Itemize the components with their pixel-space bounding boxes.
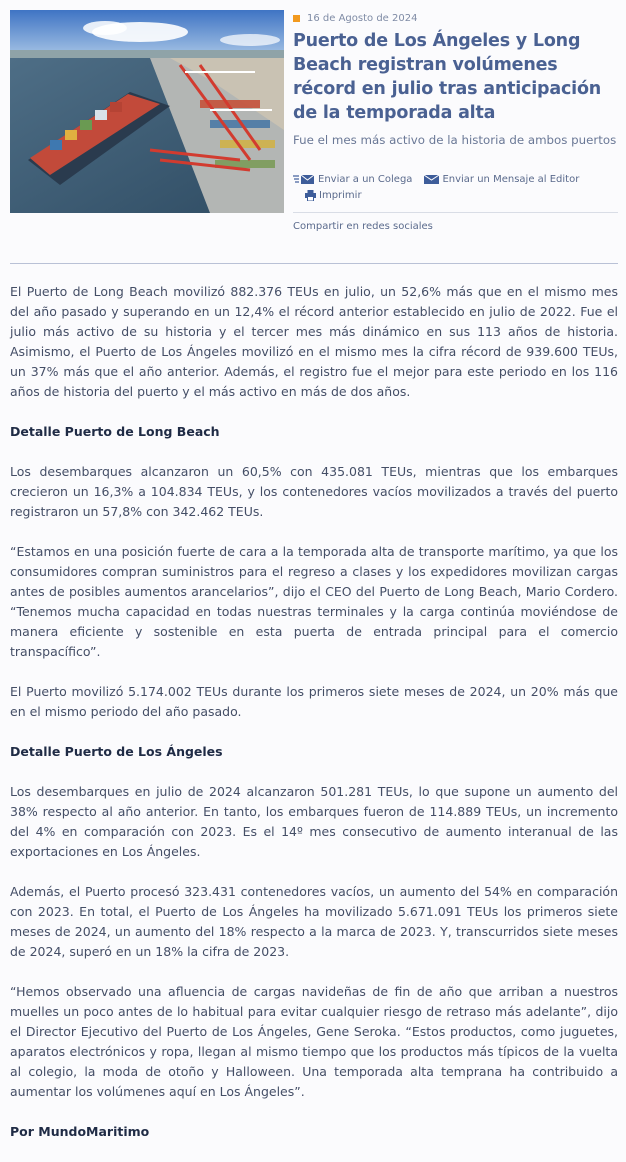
envelope-lines-icon <box>293 174 315 185</box>
actions-row-1 <box>293 171 618 187</box>
article-body <box>10 282 618 1162</box>
article-divider <box>10 263 618 264</box>
paragraph-intro: El Puerto de Long Beach movilizó 882.376 TEUs en julio, un 52,6% más que en el mismo mes del año pasado y superando en un 12,4% el récord anterior establecido en julio de 2022. Fue el julio más activo de su historia y el tercer mes más dinámico en sus 113 años de historia. Asimismo, el Puerto de Los Ángeles movilizó en el mismo mes la cifra récord de 939.600 TEUs, un 37% más que el año anterior. Además, el registro fue el mejor para este periodo en los 116 años de historia del puerto y el más activo en más de dos años. <box>10 284 618 399</box>
section-heading-long-beach: Detalle Puerto de Long Beach <box>10 424 220 439</box>
paragraph-los-angeles-empties: Además, el Puerto procesó 323.431 contenedores vacíos, un aumento del 54% en comparación con 2023. En total, el Puerto de Los Ángeles ha movilizado 5.671.091 TEUs los primeros siete meses de 2024, un aumento del 18% respecto a la marca de 2023. Y, transcurridos siete meses de 2024, superó en un 18% la cifra de 2023. <box>10 884 618 959</box>
paragraph-long-beach-quote: “Estamos en una posición fuerte de cara a la temporada alta de transporte marítimo, ya que los consumidores compran suministros para el regreso a clases y los expedidores movilizan cargas antes de posibles aumentos arancelarios”, dijo el CEO del Puerto de Long Beach, Mario Cordero. “Tenemos mucha capacidad en todas nuestras terminales y la carga continúa moviéndose de manera eficiente y sostenible en esta puerta de entrada principal para el comercio transpacífico”. <box>10 544 618 659</box>
actions-divider <box>293 212 618 213</box>
article-title: Puerto de Los Ángeles y Long Beach registran volúmenes récord en julio tras anticipación de la temporada alta <box>293 31 602 123</box>
paragraph-long-beach-stats: Los desembarques alcanzaron un 60,5% con 435.081 TEUs, mientras que los embarques crecieron un 16,3% a 104.834 TEUs, y los contenedores vacíos movilizados a través del puerto registraron un 57,8% con 342.462 TEUs. <box>10 464 618 519</box>
send-editor-link[interactable] <box>424 174 579 185</box>
send-colleague-link[interactable] <box>293 174 412 185</box>
send-editor-label: Enviar un Mensaje al Editor <box>442 173 580 185</box>
paragraph-long-beach-ytd: El Puerto movilizó 5.174.002 TEUs durante los primeros siete meses de 2024, un 20% más que en el mismo periodo del año pasado. <box>10 684 618 719</box>
article-actions <box>293 171 618 232</box>
paragraph-los-angeles-stats: Los desembarques en julio de 2024 alcanzaron 501.281 TEUs, lo que supone un aumento del 38% respecto al año anterior. En tanto, los embarques fueron de 114.889 TEUs, un incremento del 4% en comparación con 2023. Es el 14º mes consecutivo de aumento interanual de las exportaciones en Los Ángeles. <box>10 784 618 859</box>
date-row <box>293 10 618 26</box>
article-meta <box>293 10 618 232</box>
date-marker <box>293 15 300 22</box>
actions-row-2 <box>305 187 618 203</box>
envelope-icon <box>424 174 439 185</box>
send-colleague-label: Enviar a un Colega <box>318 173 413 185</box>
article-byline: Por MundoMaritimo <box>10 1124 150 1139</box>
paragraph-los-angeles-quote: “Hemos observado una afluencia de cargas navideñas de fin de año que arriban a nuestros muelles un poco antes de lo habitual para evitar cualquier riesgo de retraso más adelante”, dijo el Director Ejecutivo del Puerto de Los Ángeles, Gene Seroka. “Estos productos, como juguetes, aparatos electrónicos y ropa, llegan al mismo tiempo que los productos más típicos de la vuelta al colegio, la moda de otoño y Halloween. Una temporada alta temprana ha contribuido a aumentar los volúmenes aquí en Los Ángeles”. <box>10 984 618 1099</box>
printer-icon <box>305 190 316 201</box>
section-heading-los-angeles: Detalle Puerto de Los Ángeles <box>10 744 223 759</box>
article-date: 16 de Agosto de 2024 <box>307 12 418 24</box>
article-hero-image <box>10 10 284 213</box>
print-link[interactable] <box>305 190 362 201</box>
article-subtitle: Fue el mes más activo de la historia de ambos puertos <box>293 133 617 147</box>
share-social-link[interactable]: Compartir en redes sociales <box>293 221 433 232</box>
print-label: Imprimir <box>319 189 362 201</box>
